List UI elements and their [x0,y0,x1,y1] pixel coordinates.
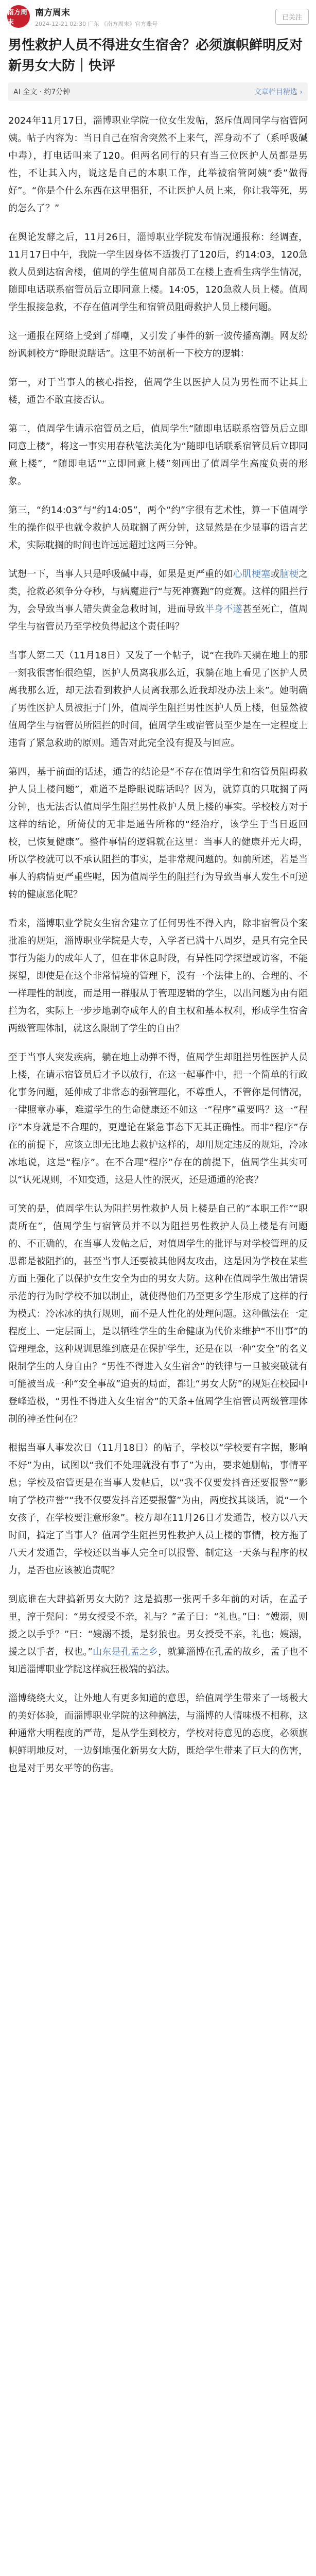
keyword-link[interactable]: 脑梗 [279,569,299,580]
paragraph [8,1439,308,1580]
paragraph-text: 2024年11月17日，淄博职业学院一位女生发帖，怒斥值周同学与宿管阿姨。帖子内容为：当日自己在宿舍突然不上来气，浑身动不了（系呼吸碱中毒），打电话叫来了120。但两名同行的只有当三位医护人员都是男性，不让其入内，说这是自己的本职工作，此举被宿管阿姨“委”做得好”。“你是个什么东西在这里猖狂，不让医护人员上来，你让我等死，男的怎么了？” [8,115,308,214]
paragraph [8,915,308,1038]
paragraph-text: 甚至死亡，值周学生与宿管员乃至学校负得起这个责任吗？ [8,604,308,632]
article-title: 男性救护人员不得进女生宿舍？必须旗帜鲜明反对新男女大防｜快评 [8,38,303,74]
paragraph-text: ，就算淄博在孔孟的故乡，孟子也不知道淄博职业学院这样疯狂极端的搞法。 [8,1647,308,1675]
paragraph-text: 第三，“约14:03”与“约14:05”，两个“约”字很有艺术性，算一下值周学生的操作似乎也就令救护人员耽搁了两分钟，这显然是在少显事的语言艺术，实际耽搁的时间也许远远超过这两三分钟。 [8,505,308,551]
paragraph [8,1049,308,1189]
ai-summary-bar[interactable] [8,82,308,101]
paragraph [8,328,308,363]
follow-button[interactable]: 已关注 [275,9,309,25]
ai-summary-label[interactable]: AI 全文 · 约7分钟 [13,88,71,96]
paragraph-text: 到底谁在大肆搞新男女大防？这是搞那一张两千多年前的对话，在孟子里，淳于髡问：“男女授受不亲，礼与？”孟子曰：“礼也。”曰：“嫂溺，则援之以手乎？”曰：“嫂溺不援，是豺狼也。男女授受不亲，礼也；嫂溺，援之以手者，权也。” [8,1594,308,1657]
paragraph [8,1690,308,1777]
paragraph-text: 看来，淄博职业学院女生宿舍建立了任何男性不得入内，除非宿管员个案批准的规矩，淄博职业学院是大专，入学者已满十八周岁，是具有完全民事行为能力的成年人了，但在非休息时段，有异性同学探望或访客，不能探望，即使是在这个非常情境的管理下，没有一个法律上的、合理的、不一样理性的制度，而是用一群服从于管理逻辑的学生，以出问题为由有阻拦为名，实际上一步步地剥夺成年人的自主权和基本权利，形成学生宿舍两级管理体制，就这么限制了学生的自由？ [8,918,308,1034]
keyword-link[interactable]: 山东是孔孟之乡 [92,1647,159,1657]
paragraph [8,647,308,752]
paragraph [8,764,308,904]
paragraph-text: 或 [270,569,280,580]
paragraph [8,502,308,554]
paragraph-text: 第一，对于当事人的核心指控，值周学生以医护人员为男性而不让其上楼，通告不敢直接否认。 [8,377,308,405]
keyword-link[interactable]: 心肌梗塞 [233,569,271,580]
keyword-link[interactable]: 半身不遂 [205,604,242,615]
paragraph-text: 可笑的是，值周学生认为阻拦男性救护人员上楼是自己的“本职工作”“职责所在”，值周学生与宿管员并不以为阻拦男性救护人员上楼是有问题的、不正确的，在当事人发帖之后，对值周学生的批评与对学校管理的反思都是被阻挡的，甚至当事人还要被其他网友攻击，这是因为学校在某些方面上强化了以保护女生安全为由的男女大防。这种在值周学生做出错误示范的行为时学校不加以制止，就使得他们乃至更多学生形成了这样的行为模式：冷冰冰的执行规则，而不是人性化的处理问题。这种做法在一定程度上、一定层面上，是以牺牲学生的生命健康为代价来维护“不出事”的管理理念，这种规训思维到底是在保护学生，还是在以一种“安全”的名义限制学生的人身自由？“男性不得进入女生宿舍”的铁律与一旦被突破就有可能被当成一种“安全事故”追责的局面，都让“男女大防”的规矩在校园中登峰造极，“男性不得进入女生宿舍”的天条+值周学生宿管员两级管理体制的神圣性何在？ [8,1204,308,1425]
paragraph [8,229,308,316]
paragraph [8,566,308,636]
paragraph [8,1591,308,1679]
paragraph-text: 淄博绕绕大义，让外地人有更多知道的意思，给值周学生带来了一场极大的美好体验，而淄博职业学院的这种搞法，与淄博的人情味极不相称，这种通常大明程度的严苛，是从学生到校方，学校对待意见的态度，必须旗帜鲜明地反对，一边倒地强化新男女大防，既给学生带来了巨大的伤害，也是对于男女平等的伤害。 [8,1693,308,1774]
author-name[interactable]: 南方周末 [35,8,70,18]
column-link[interactable]: 文章栏目精选 › [254,88,303,96]
paragraph-text: 至于当事人突发疾病，躺在地上动弹不得，值周学生却阻拦男性医护人员上楼，在请示宿管员后才予以放行，在这一起事件中，把一个简单的行政化事务问题，延伸成了非常态的强管理化，不尊重人，不管你是何情况，一律照章办事，难道学生的生命健康还不如这一“程序”重要吗？这一“程序”本身就是不合理的，更遑论在紧急事态下无其正确性。而非“程序”存在的前提下，应该立即无比地去救护这样的，却用规定违反的规矩，冷冰冰地说，这是“程序”。在不合理“程序”存在的前提下，值周学生其实可以“认死规则，不知变通，这是人性的泯灭，还是通通的沦丧？ [8,1052,308,1185]
author-info [35,5,275,28]
author-header [0,0,316,33]
paragraph-text: 第二，值周学生请示宿管员之后，值周学生“随即电话联系宿管员后立即同意上楼”，将这一事实用春秋笔法美化为“随即电话联系宿管员后立即同意上楼”，“随即电话”“立即同意上楼”刻画出了值周学生高度负责的形象。 [8,423,308,487]
publish-meta: 2024-12-21 02:30 广东 《南方周末》官方账号 [35,21,158,27]
paragraph [8,420,308,490]
paragraph [8,374,308,409]
paragraph-text: 第四，基于前面的话述，通告的结论是“不存在值周学生和宿管员阻碍救护人员上楼问题”，难道不是睁眼说瞎话吗？因为，就算真的只耽搁了两分钟，也无法否认值周学生阻拦男性救护人员上楼的事实。学校校方对于这样的结论，所倚仗的无非是通告所称的“经治疗，该学生于当日返回校，已恢复健康”。整件事情的逻辑就在这里：当事人的健康并无大碍，所以学校就可以不承认阻拦的事实，是非常规问题的。如前所述，若是当事人的病情更严重些呢，因为值周学生的阻拦行为导致当事人发生不可逆转的健康恶化呢？ [8,767,308,900]
article-body [0,112,316,1777]
paragraph-text: 在舆论发酵之后，11月26日，淄博职业学院发布情况通报称：经调查，11月17日中午，我院一学生因身体不适拨打了120后，约14:03，120急救人员到达宿舍楼，值周的学生值周自部员工在楼上查看生病学生情况，随即电话联系宿管员后立即同意上楼。14:05，120急救人员上楼。值周学生报接急救，不存在值周学生和宿管员阻碍救护人员上楼问题。 [8,232,308,313]
author-avatar[interactable]: 南方周末 [7,5,30,28]
paragraph-text: 之类，抢救必须争分夺秒，与病魔进行“与死神赛跑”的竞赛。这样的阻拦行为，会导致当事人错失黄金急救时间，进而导致 [8,569,308,615]
paragraph-text: 这一通报在网络上受到了群嘲，又引发了事件的新一波传播高潮。网友纷纷讽刺校方“睁眼说瞎话”。这里不妨剖析一下校方的逻辑： [8,331,308,359]
paragraph [8,112,308,217]
paragraph-text: 试想一下，当事人只是呼吸碱中毒，如果是更严重的如 [8,569,233,580]
paragraph [8,1200,308,1428]
paragraph-text: 根据当事人事发次日（11月18日）的帖子，学校以“学校要有字据，影响不好”为由，试图以“我们不处理就没有事了”为由，要求她删帖，事情平息；学校及宿管更是在当事人发帖后，以“我不仅要发抖音还要报警”“影响了学校声誉”“我不仅要发抖音还要报警”为由，两度找其谈话，说“一个女孩子，在学校要注意形象”。校方却在11月26日才发通告，校方以八天时间，搞定了当事人？值周学生阻拦男性救护人员上楼的事情，校方拖了八天才发通告，学校还以当事人完全可以报警、制定这一天条与程序的权力，是否也应该被追责呢？ [8,1443,308,1576]
paragraph-text: 当事人第二天（11月18日）又发了一个帖子，说“在我昨天躺在地上的那一刻我很害怕很绝望，医护人员离我那么近，我躺在地上看见了医护人员离我那么近，却无法看到救护人员离我那么近我却没办法上来”。她明确了男性医护人员被拒于门外，值周学生阻拦男性医护人员上楼，但显然被值周学生与宿管员所阻拦的时间，值周学生或宿管员至少是在一定程度上违背了紧急救助的原则。通告对此完全没有提及与回应。 [8,650,308,749]
